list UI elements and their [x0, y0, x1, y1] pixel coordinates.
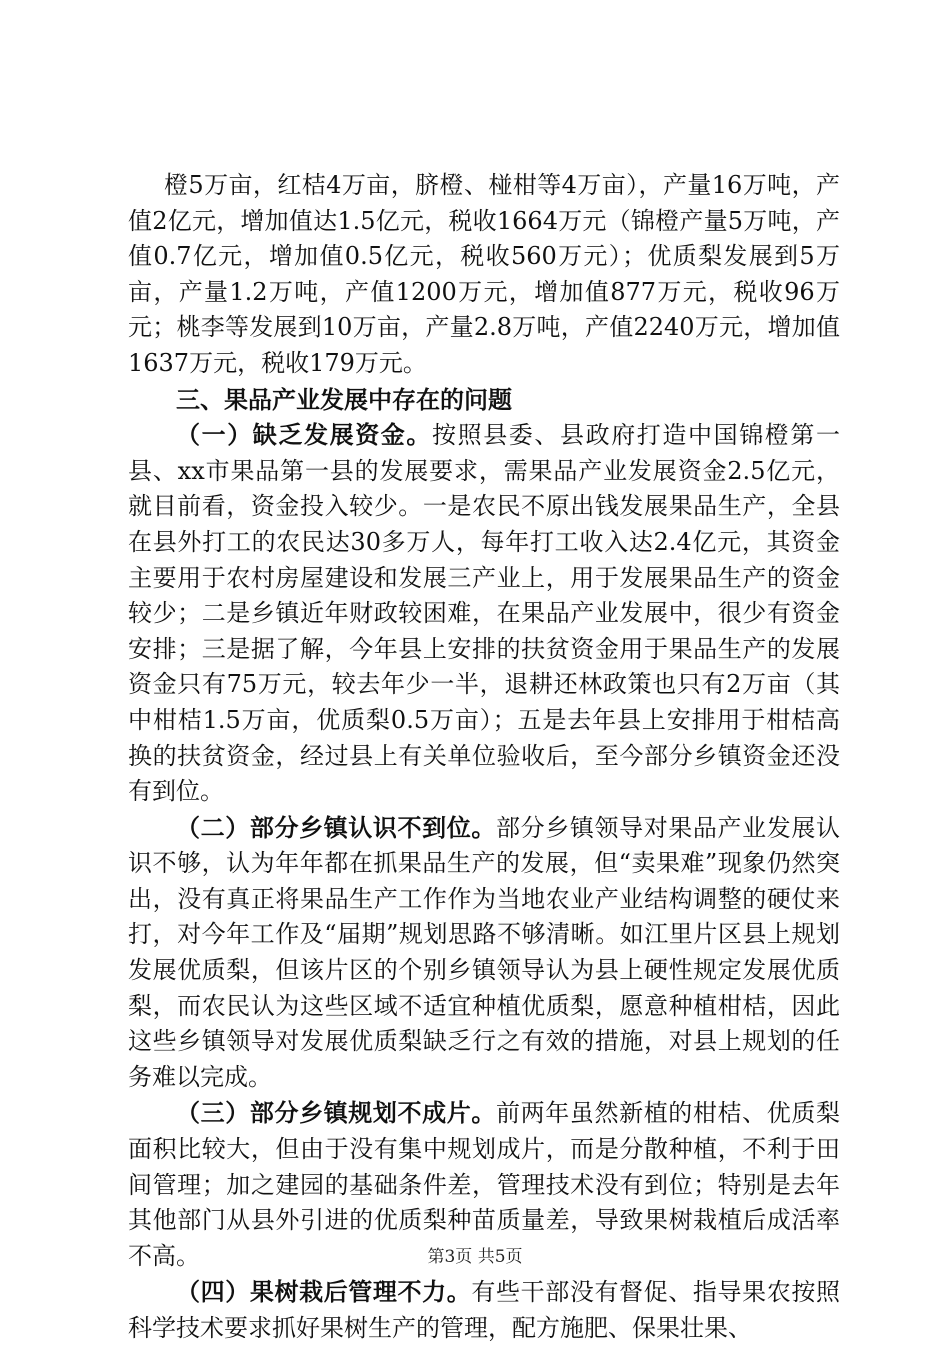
- paragraph-text: 前两年虽然新植的柑桔、优质梨面积比较大，但由于没有集中规划成片，而是分散种植，不利于田间管理；加之建园的基础条件差，管理技术没有到位；特别是去年其他部门从县外引进的优质梨种苗质量差，导致果树栽植后成活率不高。: [128, 1099, 840, 1270]
- subsection-title: （二）部分乡镇认识不到位。: [176, 812, 496, 842]
- paragraph-section-1: [128, 417, 840, 810]
- paragraph-section-2: [128, 810, 840, 1096]
- page-number-label: 第3页 共5页: [427, 1247, 523, 1267]
- paragraph-text: 部分乡镇领导对果品产业发展认识不够，认为年年都在抓果品生产的发展，但“卖果难”现象仍然突出，没有真正将果品生产工作作为当地农业产业结构调整的硬仗来打，对今年工作及“届期”规划思路不够清晰。如江里片区县上规划发展优质梨，但该片区的个别乡镇领导认为县上硬性规定发展优质梨，而农民认为这些区域不适宜种植优质梨，愿意种植柑桔，因此这些乡镇领导对发展优质梨缺乏行之有效的措施，对县上规划的任务难以完成。: [128, 813, 840, 1091]
- section-heading: [128, 382, 840, 418]
- subsection-title: （三）部分乡镇规划不成片。: [176, 1098, 496, 1128]
- paragraph-text: 有些干部没有督促、指导果农按照科学技术要求抓好果树生产的管理，配方施肥、保果壮果、: [128, 1278, 841, 1342]
- paragraph-continuation: [128, 168, 840, 382]
- paragraph-section-4: [128, 1274, 840, 1346]
- paragraph-text: 橙5万亩，红桔4万亩，脐橙、椪柑等4万亩），产量16万吨，产值2亿元，增加值达1.5亿元，税收1664万元（锦橙产量5万吨，产值0.7亿元，增加值0.5亿元，税收560万元）；优质梨发展到5万亩，产量1.2万吨，产值1200万元，增加值877万元，税收96万元；桃李等发展到10万亩，产量2.8万吨，产值2240万元，增加值1637万元，税收179万元。: [128, 171, 840, 377]
- subsection-title: （一）缺乏发展资金。: [176, 420, 432, 450]
- paragraph-text: 按照县委、县政府打造中国锦橙第一县、xx市果品第一县的发展要求，需果品产业发展资金2.5亿元，就目前看，资金投入较少。一是农民不原出钱发展果品生产，全县在县外打工的农民达30多万人，每年打工收入达2.4亿元，其资金主要用于农村房屋建设和发展三产业上，用于发展果品生产的资金较少；二是乡镇近年财政较困难，在果品产业发展中，很少有资金安排；三是据了解，今年县上安排的扶贫资金用于果品生产的发展资金只有75万元，较去年少一半，退耕还林政策也只有2万亩（其中柑桔1.5万亩，优质梨0.5万亩）；五是去年县上安排用于柑桔高换的扶贫资金，经过县上有关单位验收后，至今部分乡镇资金还没有到位。: [128, 421, 840, 806]
- document-body: [128, 168, 840, 1347]
- subsection-title: （四）果树栽后管理不力。: [176, 1277, 472, 1307]
- page-footer: [0, 1242, 950, 1267]
- section-heading-text: 三、果品产业发展中存在的问题: [176, 384, 512, 414]
